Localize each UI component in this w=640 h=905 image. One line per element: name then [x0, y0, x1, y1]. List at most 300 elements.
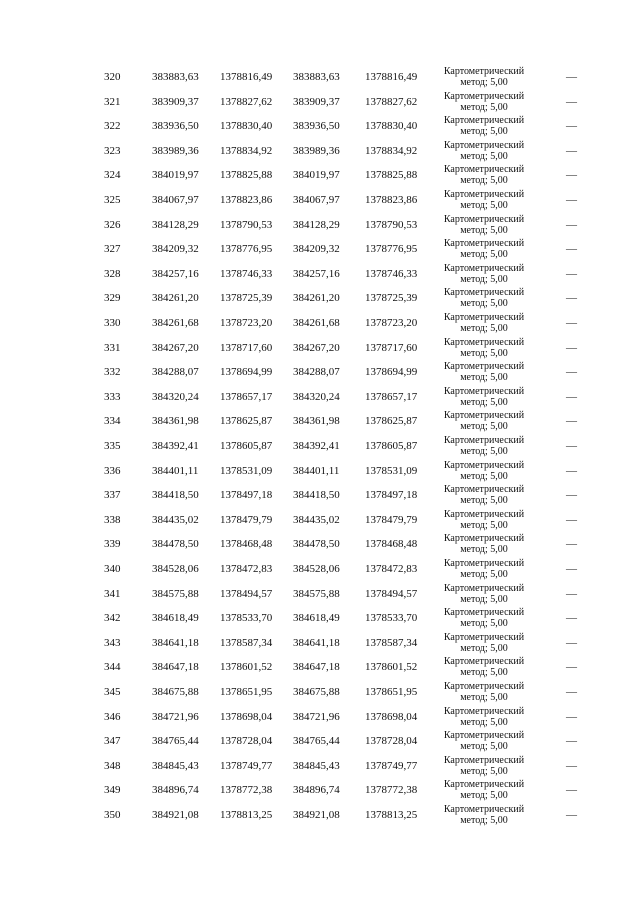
method-description [432, 312, 536, 334]
method-description [432, 410, 536, 432]
method-name: Картометрический [443, 656, 525, 668]
coord-y-new: 1378468,48 [365, 538, 418, 551]
coord-x-new: 384288,07 [293, 366, 340, 379]
table-row [0, 312, 640, 337]
coord-x-old: 384361,98 [152, 415, 199, 428]
table-row [0, 484, 640, 509]
coord-y-old: 1378605,87 [220, 440, 273, 452]
method-accuracy: метод; 5,00 [460, 298, 508, 310]
method-name: Картометрический [443, 730, 525, 742]
note-dash: — [566, 809, 577, 821]
method-accuracy: метод; 5,00 [460, 175, 508, 187]
coord-x-old: 384435,02 [152, 513, 199, 526]
method-accuracy: метод; 5,00 [460, 815, 508, 826]
coord-x-new: 384528,06 [293, 563, 340, 575]
coord-x-new: 384921,08 [293, 809, 340, 821]
method-accuracy: метод; 5,00 [460, 372, 508, 384]
note-dash: — [566, 169, 577, 182]
method-description [432, 509, 536, 531]
method-accuracy: метод; 5,00 [460, 544, 508, 556]
table-row [0, 337, 640, 362]
note-dash: — [566, 636, 577, 649]
coord-y-old: 1378772,38 [220, 784, 273, 797]
method-name: Картометрический [443, 705, 525, 717]
method-accuracy: метод; 5,00 [460, 421, 508, 433]
method-description [432, 435, 536, 457]
point-number: 337 [104, 489, 121, 502]
note-dash: — [566, 464, 577, 477]
note-dash: — [566, 292, 577, 305]
coord-x-new: 384261,20 [293, 292, 340, 305]
coord-x-old: 384721,96 [152, 710, 199, 723]
method-name: Картометрический [443, 312, 525, 323]
coord-y-old: 1378625,87 [220, 415, 273, 428]
note-dash: — [566, 661, 577, 674]
method-name: Картометрический [443, 262, 525, 274]
coord-x-old: 384209,32 [152, 243, 199, 256]
coord-y-new: 1378827,62 [365, 95, 418, 108]
coord-x-old: 384261,20 [152, 292, 199, 305]
coord-y-old: 1378834,92 [220, 144, 273, 157]
method-description [432, 607, 536, 629]
method-accuracy: метод; 5,00 [460, 249, 508, 261]
point-number: 347 [104, 735, 121, 748]
point-number: 336 [104, 464, 121, 477]
note-dash: — [566, 587, 577, 600]
coord-x-new: 384765,44 [293, 735, 340, 748]
coord-y-old: 1378497,18 [220, 489, 273, 502]
method-description [432, 164, 536, 186]
coord-y-new: 1378587,34 [365, 636, 418, 649]
method-accuracy: метод; 5,00 [460, 347, 508, 359]
note-dash: — [566, 784, 577, 797]
coord-x-new: 384401,11 [293, 464, 340, 477]
table-row [0, 755, 640, 780]
method-name: Картометрический [443, 804, 525, 815]
method-description [432, 140, 536, 162]
coord-x-old: 384288,07 [152, 366, 199, 379]
method-name: Картометрический [443, 139, 525, 151]
method-name: Картометрический [443, 115, 525, 127]
note-dash: — [566, 194, 577, 206]
method-description [432, 533, 536, 555]
coord-x-new: 384435,02 [293, 513, 340, 526]
method-name: Картометрический [443, 582, 525, 594]
point-number: 346 [104, 710, 121, 723]
method-accuracy: метод; 5,00 [460, 790, 508, 802]
table-row [0, 632, 640, 657]
point-number: 325 [104, 194, 121, 206]
coord-x-old: 384528,06 [152, 563, 199, 575]
coord-x-new: 384392,41 [293, 440, 340, 452]
coord-x-new: 384019,97 [293, 169, 340, 182]
method-description [432, 263, 536, 285]
point-number: 329 [104, 292, 121, 305]
point-number: 341 [104, 587, 121, 600]
point-number: 324 [104, 169, 121, 182]
method-name: Картометрический [443, 508, 525, 520]
point-number: 350 [104, 809, 121, 821]
point-number: 323 [104, 144, 121, 157]
coord-y-old: 1378813,25 [220, 809, 273, 821]
point-number: 321 [104, 95, 121, 108]
method-name: Картометрический [443, 189, 525, 200]
table-row [0, 804, 640, 829]
method-accuracy: метод; 5,00 [460, 569, 508, 580]
method-name: Картометрический [443, 66, 525, 77]
coord-y-new: 1378825,88 [365, 169, 418, 182]
coord-y-old: 1378472,83 [220, 563, 273, 575]
method-name: Картометрический [443, 681, 525, 692]
point-number: 348 [104, 759, 121, 772]
point-number: 334 [104, 415, 121, 428]
method-description [432, 214, 536, 236]
coord-y-old: 1378694,99 [220, 366, 273, 379]
table-row [0, 91, 640, 116]
method-accuracy: метод; 5,00 [460, 77, 508, 88]
coord-y-old: 1378651,95 [220, 686, 273, 698]
method-accuracy: метод; 5,00 [460, 126, 508, 138]
point-number: 327 [104, 243, 121, 256]
note-dash: — [566, 415, 577, 428]
note-dash: — [566, 513, 577, 526]
method-description [432, 91, 536, 113]
coord-x-old: 384392,41 [152, 440, 199, 452]
method-description [432, 287, 536, 309]
table-row [0, 509, 640, 534]
coord-y-new: 1378790,53 [365, 218, 418, 231]
method-description [432, 706, 536, 728]
note-dash: — [566, 267, 577, 280]
coord-y-new: 1378694,99 [365, 366, 418, 379]
method-name: Картометрический [443, 754, 525, 766]
coord-y-new: 1378605,87 [365, 440, 418, 452]
table-row [0, 435, 640, 460]
method-name: Картометрический [443, 287, 525, 299]
note-dash: — [566, 341, 577, 354]
coord-x-old: 384257,16 [152, 267, 199, 280]
coord-x-old: 384401,11 [152, 464, 199, 477]
method-name: Картометрический [443, 459, 525, 471]
coord-y-new: 1378531,09 [365, 464, 418, 477]
table-row [0, 533, 640, 558]
point-number: 332 [104, 366, 121, 379]
coord-x-old: 384641,18 [152, 636, 199, 649]
coord-x-old: 384896,74 [152, 784, 199, 797]
coord-y-old: 1378587,34 [220, 636, 273, 649]
note-dash: — [566, 489, 577, 502]
coord-x-old: 384845,43 [152, 759, 199, 772]
method-description [432, 583, 536, 605]
method-accuracy: метод; 5,00 [460, 224, 508, 236]
table-row [0, 361, 640, 386]
method-name: Картометрический [443, 164, 525, 176]
method-description [432, 189, 536, 211]
note-dash: — [566, 538, 577, 551]
table-row [0, 706, 640, 731]
coord-y-old: 1378601,52 [220, 661, 273, 674]
table-row [0, 115, 640, 140]
method-name: Картометрический [443, 385, 525, 397]
method-description [432, 804, 536, 826]
method-description [432, 361, 536, 383]
coord-x-old: 384261,68 [152, 317, 199, 329]
point-number: 345 [104, 686, 121, 698]
coord-x-new: 384209,32 [293, 243, 340, 256]
method-accuracy: метод; 5,00 [460, 200, 508, 211]
method-accuracy: метод; 5,00 [460, 323, 508, 334]
method-name: Картометрический [443, 361, 525, 373]
method-description [432, 337, 536, 359]
table-row [0, 656, 640, 681]
coord-y-old: 1378816,49 [220, 71, 273, 83]
method-description [432, 681, 536, 703]
coord-y-new: 1378823,86 [365, 194, 418, 206]
coord-x-new: 384267,20 [293, 341, 340, 354]
method-description [432, 66, 536, 88]
coord-y-old: 1378468,48 [220, 538, 273, 551]
note-dash: — [566, 759, 577, 772]
coord-x-old: 384618,49 [152, 612, 199, 625]
method-description [432, 484, 536, 506]
coord-x-new: 384896,74 [293, 784, 340, 797]
coord-y-old: 1378698,04 [220, 710, 273, 723]
note-dash: — [566, 218, 577, 231]
table-row [0, 779, 640, 804]
coord-x-old: 384067,97 [152, 194, 199, 206]
method-name: Картометрический [443, 533, 525, 545]
coord-y-new: 1378657,17 [365, 390, 418, 403]
note-dash: — [566, 71, 577, 83]
method-description [432, 558, 536, 580]
coord-x-old: 384019,97 [152, 169, 199, 182]
table-row [0, 681, 640, 706]
note-dash: — [566, 563, 577, 575]
note-dash: — [566, 120, 577, 133]
table-row [0, 386, 640, 411]
point-number: 326 [104, 218, 121, 231]
table-row [0, 238, 640, 263]
coord-y-old: 1378723,20 [220, 317, 273, 329]
method-accuracy: метод; 5,00 [460, 273, 508, 285]
coord-x-old: 383989,36 [152, 144, 199, 157]
note-dash: — [566, 317, 577, 329]
method-accuracy: метод; 5,00 [460, 765, 508, 777]
coord-x-old: 384128,29 [152, 218, 199, 231]
note-dash: — [566, 95, 577, 108]
coord-y-old: 1378776,95 [220, 243, 273, 256]
table-row [0, 607, 640, 632]
coord-x-old: 384575,88 [152, 587, 199, 600]
table-row [0, 214, 640, 239]
method-name: Картометрический [443, 336, 525, 348]
coord-x-new: 384257,16 [293, 267, 340, 280]
coord-y-old: 1378533,70 [220, 612, 273, 625]
point-number: 343 [104, 636, 121, 649]
method-name: Картометрический [443, 90, 525, 102]
note-dash: — [566, 366, 577, 379]
coord-y-new: 1378749,77 [365, 759, 418, 772]
coord-x-new: 384261,68 [293, 317, 340, 329]
coord-y-old: 1378749,77 [220, 759, 273, 772]
coord-x-old: 384647,18 [152, 661, 199, 674]
coord-x-new: 384320,24 [293, 390, 340, 403]
coord-x-old: 383909,37 [152, 95, 199, 108]
note-dash: — [566, 440, 577, 452]
note-dash: — [566, 243, 577, 256]
coord-y-old: 1378531,09 [220, 464, 273, 477]
coord-x-new: 384721,96 [293, 710, 340, 723]
coord-x-old: 384675,88 [152, 686, 199, 698]
method-name: Картометрический [443, 779, 525, 791]
method-name: Картометрический [443, 631, 525, 643]
point-number: 331 [104, 341, 121, 354]
coord-x-new: 384618,49 [293, 612, 340, 625]
method-name: Картометрический [443, 607, 525, 619]
coord-x-old: 384765,44 [152, 735, 199, 748]
coord-x-new: 384845,43 [293, 759, 340, 772]
coord-y-old: 1378823,86 [220, 194, 273, 206]
coord-y-new: 1378497,18 [365, 489, 418, 502]
table-row [0, 583, 640, 608]
method-accuracy: метод; 5,00 [460, 642, 508, 654]
coord-y-new: 1378813,25 [365, 809, 418, 821]
note-dash: — [566, 710, 577, 723]
point-number: 340 [104, 563, 121, 575]
method-description [432, 779, 536, 801]
coord-y-new: 1378830,40 [365, 120, 418, 133]
method-name: Картометрический [443, 558, 525, 569]
method-accuracy: метод; 5,00 [460, 667, 508, 679]
coord-x-old: 384267,20 [152, 341, 199, 354]
table-row [0, 164, 640, 189]
point-number: 335 [104, 440, 121, 452]
method-description [432, 755, 536, 777]
coord-x-new: 384128,29 [293, 218, 340, 231]
coord-y-old: 1378790,53 [220, 218, 273, 231]
note-dash: — [566, 612, 577, 625]
coord-x-new: 384361,98 [293, 415, 340, 428]
coord-y-new: 1378479,79 [365, 513, 418, 526]
method-accuracy: метод; 5,00 [460, 741, 508, 753]
coord-x-old: 383936,50 [152, 120, 199, 133]
coord-x-new: 383989,36 [293, 144, 340, 157]
coord-x-old: 384418,50 [152, 489, 199, 502]
method-description [432, 632, 536, 654]
note-dash: — [566, 390, 577, 403]
method-name: Картометрический [443, 435, 525, 446]
coord-x-new: 384647,18 [293, 661, 340, 674]
coord-y-new: 1378723,20 [365, 317, 418, 329]
coord-x-new: 384418,50 [293, 489, 340, 502]
coord-x-new: 384675,88 [293, 686, 340, 698]
method-accuracy: метод; 5,00 [460, 593, 508, 605]
coord-x-new: 384575,88 [293, 587, 340, 600]
coord-y-old: 1378830,40 [220, 120, 273, 133]
table-row [0, 460, 640, 485]
point-number: 330 [104, 317, 121, 329]
note-dash: — [566, 144, 577, 157]
method-accuracy: метод; 5,00 [460, 446, 508, 457]
coord-y-new: 1378651,95 [365, 686, 418, 698]
table-row [0, 263, 640, 288]
coord-y-old: 1378494,57 [220, 587, 273, 600]
method-description [432, 238, 536, 260]
method-accuracy: метод; 5,00 [460, 716, 508, 728]
method-name: Картометрический [443, 238, 525, 250]
point-number: 322 [104, 120, 121, 133]
coord-y-old: 1378717,60 [220, 341, 273, 354]
table-row [0, 730, 640, 755]
method-description [432, 386, 536, 408]
coord-x-old: 384320,24 [152, 390, 199, 403]
point-number: 349 [104, 784, 121, 797]
coord-y-old: 1378827,62 [220, 95, 273, 108]
coord-y-new: 1378472,83 [365, 563, 418, 575]
coord-y-new: 1378816,49 [365, 71, 418, 83]
method-description [432, 730, 536, 752]
coord-x-old: 384478,50 [152, 538, 199, 551]
method-name: Картометрический [443, 213, 525, 225]
note-dash: — [566, 686, 577, 698]
coord-y-new: 1378717,60 [365, 341, 418, 354]
point-number: 328 [104, 267, 121, 280]
note-dash: — [566, 735, 577, 748]
coord-x-new: 383936,50 [293, 120, 340, 133]
coord-y-new: 1378625,87 [365, 415, 418, 428]
table-row [0, 66, 640, 91]
coord-y-new: 1378494,57 [365, 587, 418, 600]
coord-y-new: 1378698,04 [365, 710, 418, 723]
coord-y-old: 1378725,39 [220, 292, 273, 305]
method-accuracy: метод; 5,00 [460, 101, 508, 113]
table-row [0, 140, 640, 165]
coord-y-old: 1378657,17 [220, 390, 273, 403]
coord-x-new: 384067,97 [293, 194, 340, 206]
coord-y-old: 1378825,88 [220, 169, 273, 182]
method-description [432, 656, 536, 678]
table-row [0, 558, 640, 583]
method-name: Картометрический [443, 484, 525, 496]
coord-x-new: 383883,63 [293, 71, 340, 83]
coord-y-new: 1378834,92 [365, 144, 418, 157]
method-accuracy: метод; 5,00 [460, 618, 508, 630]
coord-y-new: 1378725,39 [365, 292, 418, 305]
table-row [0, 410, 640, 435]
coord-x-new: 384478,50 [293, 538, 340, 551]
coord-y-new: 1378728,04 [365, 735, 418, 748]
point-number: 342 [104, 612, 121, 625]
point-number: 344 [104, 661, 121, 674]
method-accuracy: метод; 5,00 [460, 692, 508, 703]
method-description [432, 115, 536, 137]
coord-x-new: 383909,37 [293, 95, 340, 108]
point-number: 320 [104, 71, 121, 83]
method-accuracy: метод; 5,00 [460, 470, 508, 482]
coord-x-new: 384641,18 [293, 636, 340, 649]
coord-y-old: 1378746,33 [220, 267, 273, 280]
point-number: 338 [104, 513, 121, 526]
coord-x-old: 384921,08 [152, 809, 199, 821]
method-accuracy: метод; 5,00 [460, 150, 508, 162]
coord-y-new: 1378746,33 [365, 267, 418, 280]
coord-y-new: 1378772,38 [365, 784, 418, 797]
table-row [0, 287, 640, 312]
coord-y-old: 1378479,79 [220, 513, 273, 526]
method-accuracy: метод; 5,00 [460, 495, 508, 507]
method-accuracy: метод; 5,00 [460, 519, 508, 531]
coord-y-new: 1378601,52 [365, 661, 418, 674]
